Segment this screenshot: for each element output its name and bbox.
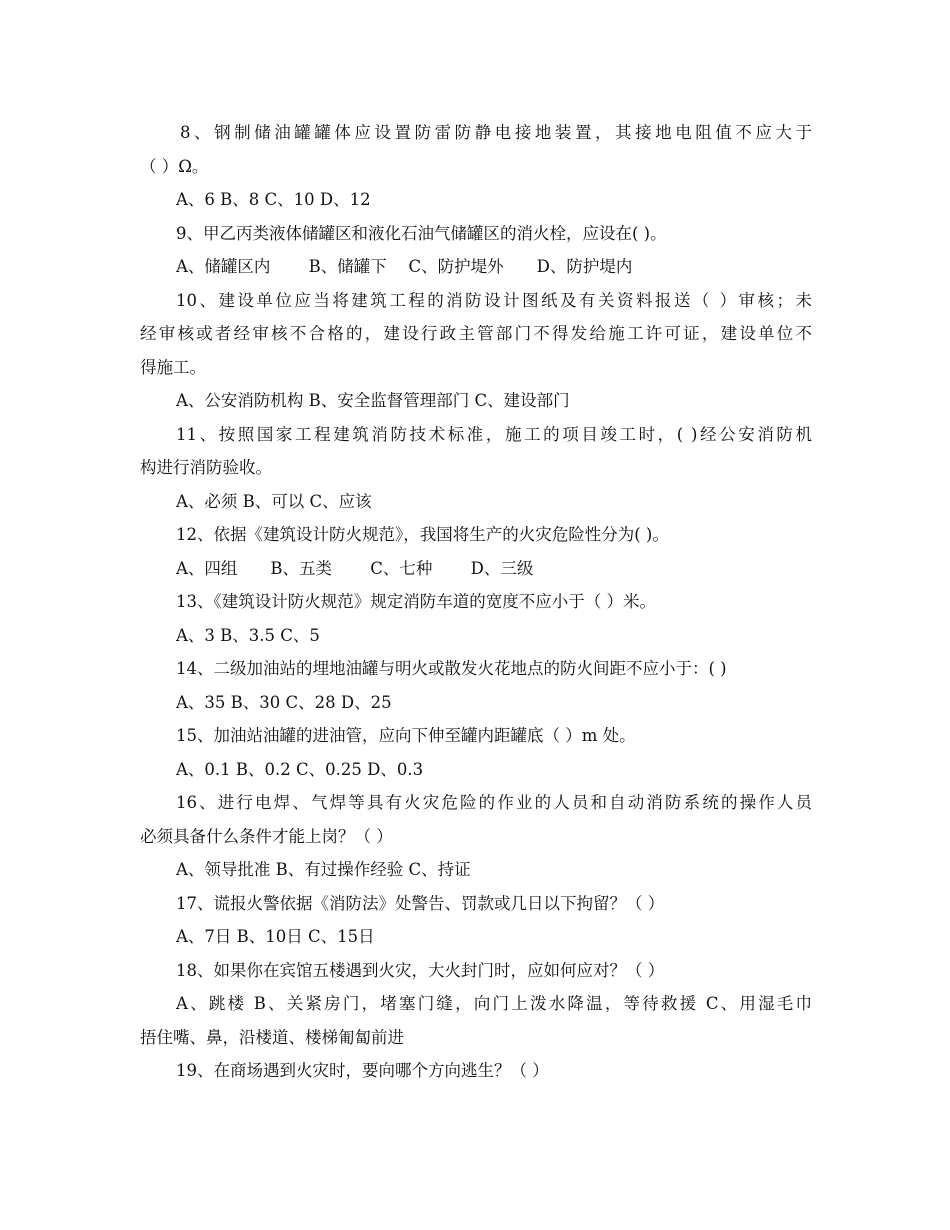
- text-line: 11、按照国家工程建筑消防技术标准，施工的项目竣工时，( )经公安消防机: [176, 424, 812, 444]
- text-line: A、四组 B、五类 C、七种 D、三级: [176, 558, 534, 578]
- text-line: A、35 B、30 C、28 D、25: [176, 692, 392, 712]
- document-body: [140, 116, 812, 1088]
- text-line: 15、加油站油罐的进油管，应向下伸至罐内距罐底（ ）m 处。: [176, 726, 636, 745]
- text-line: 8、钢制储油罐罐体应设置防雷防静电接地装置，其接地电阻值不应大于: [180, 123, 812, 142]
- text-line: 19、在商场遇到火灾时，要向哪个方向逃生？（ ）: [176, 1061, 549, 1080]
- text-line: A、3 B、3.5 C、5: [176, 625, 320, 645]
- text-line: A、0.1 B、0.2 C、0.25 D、0.3: [176, 759, 424, 779]
- text-line: A、7日 B、10日 C、15日: [176, 927, 375, 946]
- text-line: （ ）Ω。: [140, 156, 209, 176]
- text-line: A、领导批准 B、有过操作经验 C、持证: [176, 860, 471, 879]
- text-line: 9、甲乙丙类液体储罐区和液化石油气储罐区的消火栓，应设在( )。: [176, 223, 667, 243]
- text-line: 16、进行电焊、气焊等具有火灾危险的作业的人员和自动消防系统的操作人员: [176, 793, 812, 812]
- text-line: A、必须 B、可以 C、应该: [176, 491, 372, 511]
- text-line: A、公安消防机构 B、安全监督管理部门 C、建设部门: [176, 391, 570, 410]
- text-line: A、储罐区内 B、储罐下 C、防护堤外 D、防护堤内: [176, 257, 633, 276]
- text-line: 捂住嘴、鼻，沿楼道、楼梯匍匐前进: [140, 1027, 404, 1047]
- text-line: 13、《建筑设计防火规范》规定消防车道的宽度不应小于（ ）米。: [176, 592, 656, 611]
- text-line: 10、建设单位应当将建筑工程的消防设计图纸及有关资料报送（ ）审核；未: [176, 290, 812, 310]
- text-line: 得施工。: [140, 357, 206, 377]
- text-line: 18、如果你在宾馆五楼遇到火灾，大火封门时，应如何应对？（ ）: [176, 960, 665, 980]
- text-line: 17、谎报火警依据《消防法》处警告、罚款或几日以下拘留？（ ）: [176, 893, 665, 913]
- text-line: A、跳楼 B、关紧房门，堵塞门缝，向门上泼水降温，等待救援 C、用湿毛巾: [176, 994, 812, 1013]
- text-line: 必须具备什么条件才能上岗？（ ）: [140, 826, 393, 846]
- text-line: 经审核或者经审核不合格的，建设行政主管部门不得发给施工许可证，建设单位不: [140, 324, 812, 343]
- text-line: 14、二级加油站的埋地油罐与明火或散发火花地点的防火间距不应小于：( ): [176, 659, 727, 678]
- text-line: A、6 B、8 C、10 D、12: [176, 190, 371, 209]
- text-line: 构进行消防验收。: [140, 458, 272, 477]
- text-line: 12、依据《建筑设计防火规范》，我国将生产的火灾危险性分为( )。: [176, 525, 669, 544]
